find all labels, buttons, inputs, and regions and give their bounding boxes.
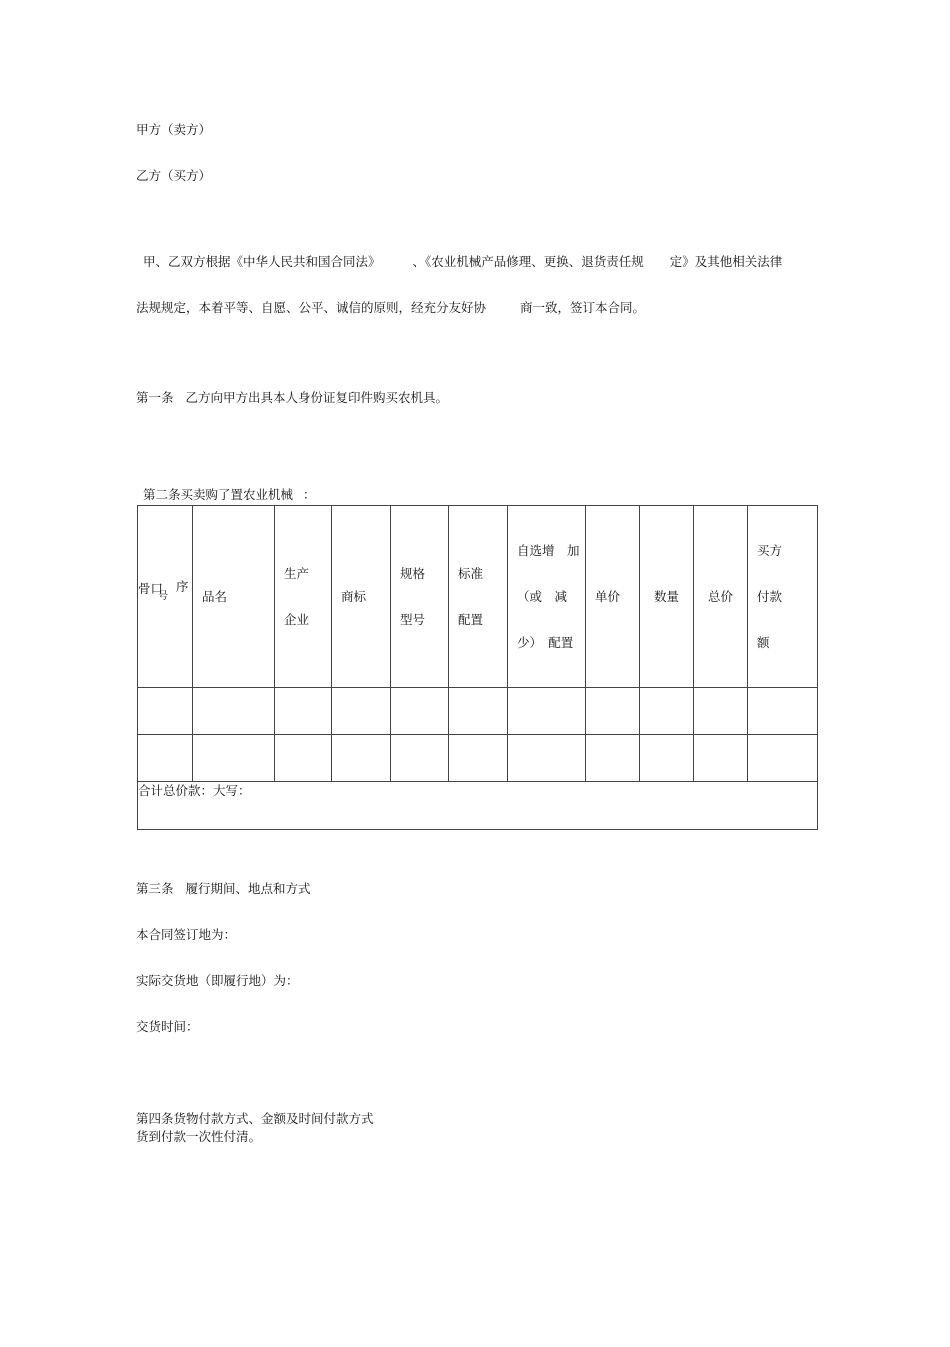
table-cell[interactable] [694,688,748,735]
table-total-row [138,782,818,830]
article-4-title: 第四条货物付款方式、金额及时间付款方式 [136,1111,374,1126]
optional-config-line-1: 自选增 加 [517,542,580,558]
buyer-payment-line-3: 额 [757,634,770,650]
signing-place-label: 本合同签订地为： [136,927,237,942]
optional-config-line-3: 少） 配置 [517,634,574,650]
table-cell[interactable] [586,735,640,782]
standard-config-line-2: 配置 [458,611,484,627]
preamble-line-2-part-1: 法规规定，本着平等、自愿、公平、诚信的原则，经充分友好协 [136,300,487,315]
delivery-time-label: 交货时间： [136,1019,199,1034]
article-1-label: 第一条 [136,390,174,405]
article-4-text: 货到付款一次性付清。 [136,1129,262,1144]
quantity-header: 数量 [640,506,694,688]
table-header-row [138,506,818,688]
table-cell[interactable] [449,735,508,782]
table-cell[interactable] [748,688,818,735]
total-amount-cell[interactable] [138,782,818,830]
machinery-table [137,505,818,830]
seq-header [138,506,193,688]
seq-header-part-c: 号 [158,590,168,602]
table-cell[interactable] [138,688,193,735]
table-cell[interactable] [138,735,193,782]
table-row [138,688,818,735]
model-header-line-2: 型号 [400,611,426,627]
standard-config-line-1: 标准 [458,565,484,581]
buyer-label: 乙方（买方） [136,168,212,183]
preamble-line-2 [136,300,645,316]
article-2-caption-text: 第二条买卖购了置农业机械 [143,487,294,502]
table-cell[interactable] [586,688,640,735]
model-header [391,506,449,688]
article-3-label: 第三条 [136,881,174,896]
seq-header-part-a: 骨口 [138,580,164,596]
seq-header-part-b: 序 [176,578,189,594]
article-1-text: 乙方向甲方出具本人身份证复印件购买农机具。 [185,390,449,405]
total-price-header: 总价 [694,506,748,688]
article-1 [136,390,448,406]
table-cell[interactable] [748,735,818,782]
table-cell[interactable] [640,735,694,782]
preamble-line-1-part-1: 甲、乙双方根据《中华人民共和国合同法》 [143,254,381,269]
buyer-payment-line-1: 买方 [757,542,783,558]
article-2-caption [143,487,316,503]
preamble-line-1-part-3: 定》及其他相关法律 [669,254,783,269]
name-header: 品名 [193,506,275,688]
optional-config-line-2: （或 减 [517,588,568,604]
table-cell[interactable] [391,688,449,735]
article-2-caption-colon: ： [303,487,316,502]
maker-header [275,506,332,688]
delivery-place-label: 实际交货地（即履行地）为： [136,973,299,988]
table-row [138,735,818,782]
model-header-line-1: 规格 [400,565,426,581]
preamble-line-1-part-2: 、《农业机械产品修理、更换、退货责任规 [412,254,644,269]
table-cell[interactable] [449,688,508,735]
total-amount-label: 合计总价款：大写： [138,783,251,798]
table-cell[interactable] [193,688,275,735]
table-cell[interactable] [508,735,586,782]
maker-header-line-2: 企业 [284,611,310,627]
unit-price-header: 单价 [586,506,640,688]
table-cell[interactable] [193,735,275,782]
table-cell[interactable] [391,735,449,782]
brand-header: 商标 [332,506,391,688]
article-3-heading [136,881,311,897]
table-cell[interactable] [694,735,748,782]
article-3-title: 履行期间、地点和方式 [185,881,311,896]
seller-label: 甲方（卖方） [136,122,212,137]
standard-config-header [449,506,508,688]
buyer-payment-header [748,506,818,688]
maker-header-line-1: 生产 [284,565,310,581]
table-cell[interactable] [508,688,586,735]
table-cell[interactable] [640,688,694,735]
buyer-payment-line-2: 付款 [757,588,783,604]
table-cell[interactable] [332,735,391,782]
preamble-line-2-part-2: 商一致，签订本合同。 [520,300,646,315]
optional-config-header [508,506,586,688]
table-cell[interactable] [332,688,391,735]
preamble-line-1 [143,254,782,270]
table-cell[interactable] [275,688,332,735]
table-cell[interactable] [275,735,332,782]
